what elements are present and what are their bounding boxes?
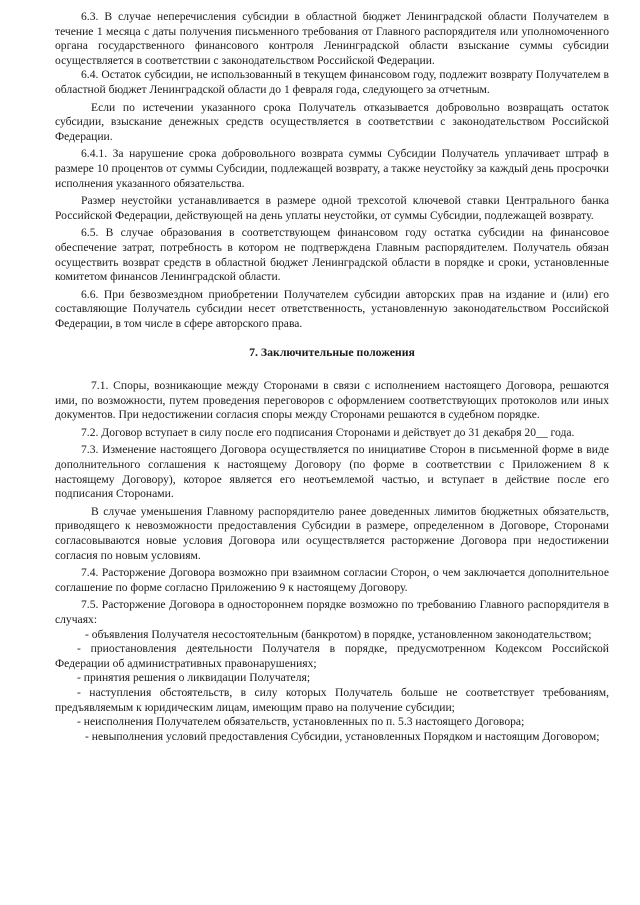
- section-7-heading: 7. Заключительные положения: [249, 345, 415, 360]
- paragraph-6-5: 6.5. В случае образования в соответствующем финансовом году остатка субсидии на финансовое обеспечение затрат, потребность в котором не подтверждена Главным распорядителем. Получатель обязан осуществить возврат средств в областной бюджет Ленинградской области в порядке и сроки, установленные комитетом финансов Ленинградской области.: [55, 226, 609, 284]
- paragraph-6-6: 6.6. При безвозмездном приобретении Получателем субсидии авторских прав на издание и (или) его составляющие Получатель субсидии несет ответственность, установленную законодательством Российской Федерации, в том числе в сфере авторского права.: [55, 287, 609, 330]
- paragraph-6-4-1-continuation: Размер неустойки устанавливается в размере одной трехсотой ключевой ставки Центрального банка Российской Федерации, действующей на день уплаты неустойки, от суммы Субсидии, подлежащей возврату.: [55, 194, 609, 222]
- paragraph-6-4: 6.4. Остаток субсидии, не использованный в текущем финансовом году, подлежит возврату Получателем в областной бюджет Ленинградской области до 1 февраля года, следующего за отчетным.: [55, 68, 609, 96]
- list-item: - объявления Получателя несостоятельным (банкротом) в порядке, установленном законодательством;: [85, 627, 592, 641]
- paragraph-7-1: 7.1. Споры, возникающие между Сторонами в связи с исполнением настоящего Договора, решаются ими, по возможности, путем проведения переговоров с оформлением соответствующих протоколов или иных документов. При недостижении согласия споры между Сторонами решаются в судебном порядке.: [55, 379, 609, 422]
- paragraph-6-3: 6.3. В случае неперечисления субсидии в областной бюджет Ленинградской области Получателем в течение 1 месяца с даты получения письменного требования от Главного распорядителя или уполномоченного органа государственного финансового контроля Ленинградской области взыскание суммы субсидии осуществляется в соответствии с законодательством Российской Федерации.: [55, 10, 609, 67]
- list-item: - приостановления деятельности Получателя в порядке, предусмотренном Кодексом Российской Федерации об административных правонарушениях;: [55, 642, 609, 670]
- list-item: - принятия решения о ликвидации Получателя;: [77, 671, 311, 685]
- paragraph-7-3-continuation: В случае уменьшения Главному распорядителю ранее доведенных лимитов бюджетных обязательств, приводящего к невозможности предоставления Субсидии в размере, определенном в Договоре, Сторонами согласовываются новые условия Договора или осуществляется расторжение Договора при недостижении согласия по новым условиям.: [55, 504, 609, 562]
- paragraph-6-4-continuation: Если по истечении указанного срока Получатель отказывается добровольно возвращать остаток субсидии, взыскание денежных средств осуществляется в соответствии с законодательством Российской Федерации.: [55, 100, 609, 143]
- paragraph-7-2: 7.2. Договор вступает в силу после его подписания Сторонами и действует до 31 декабря 20__ года.: [81, 425, 575, 439]
- paragraph-7-3: 7.3. Изменение настоящего Договора осуществляется по инициативе Сторон в письменной форме в виде дополнительного соглашения к настоящему Договору (по форме в соответствии с Приложением 8 к настоящему Договору), которое является его неотъемлемой частью, и вступает в действие после его подписания Сторонами.: [55, 443, 609, 501]
- list-item: - наступления обстоятельств, в силу которых Получатель больше не соответствует требованиям, предъявляемым к юридическим лицам, имеющим право на получение субсидии;: [55, 685, 609, 714]
- paragraph-6-4-1: 6.4.1. За нарушение срока добровольного возврата суммы Субсидии Получатель уплачивает штраф в размере 10 процентов от суммы Субсидии, подлежащей возврату, а также неустойку за каждый день просрочки исполнения указанного обязательства.: [55, 147, 609, 190]
- list-item: - невыполнения условий предоставления Субсидии, установленных Порядком и настоящим Договором;: [85, 729, 600, 743]
- list-item: - неисполнения Получателем обязательств, установленных по п. 5.3 настоящего Договора;: [77, 715, 525, 729]
- paragraph-7-4: 7.4. Расторжение Договора возможно при взаимном согласии Сторон, о чем заключается дополнительное соглашение по форме согласно Приложению 9 к настоящему Договору.: [55, 566, 609, 594]
- paragraph-7-5: 7.5. Расторжение Договора в одностороннем порядке возможно по требованию Главного распорядителя в случаях:: [55, 598, 609, 626]
